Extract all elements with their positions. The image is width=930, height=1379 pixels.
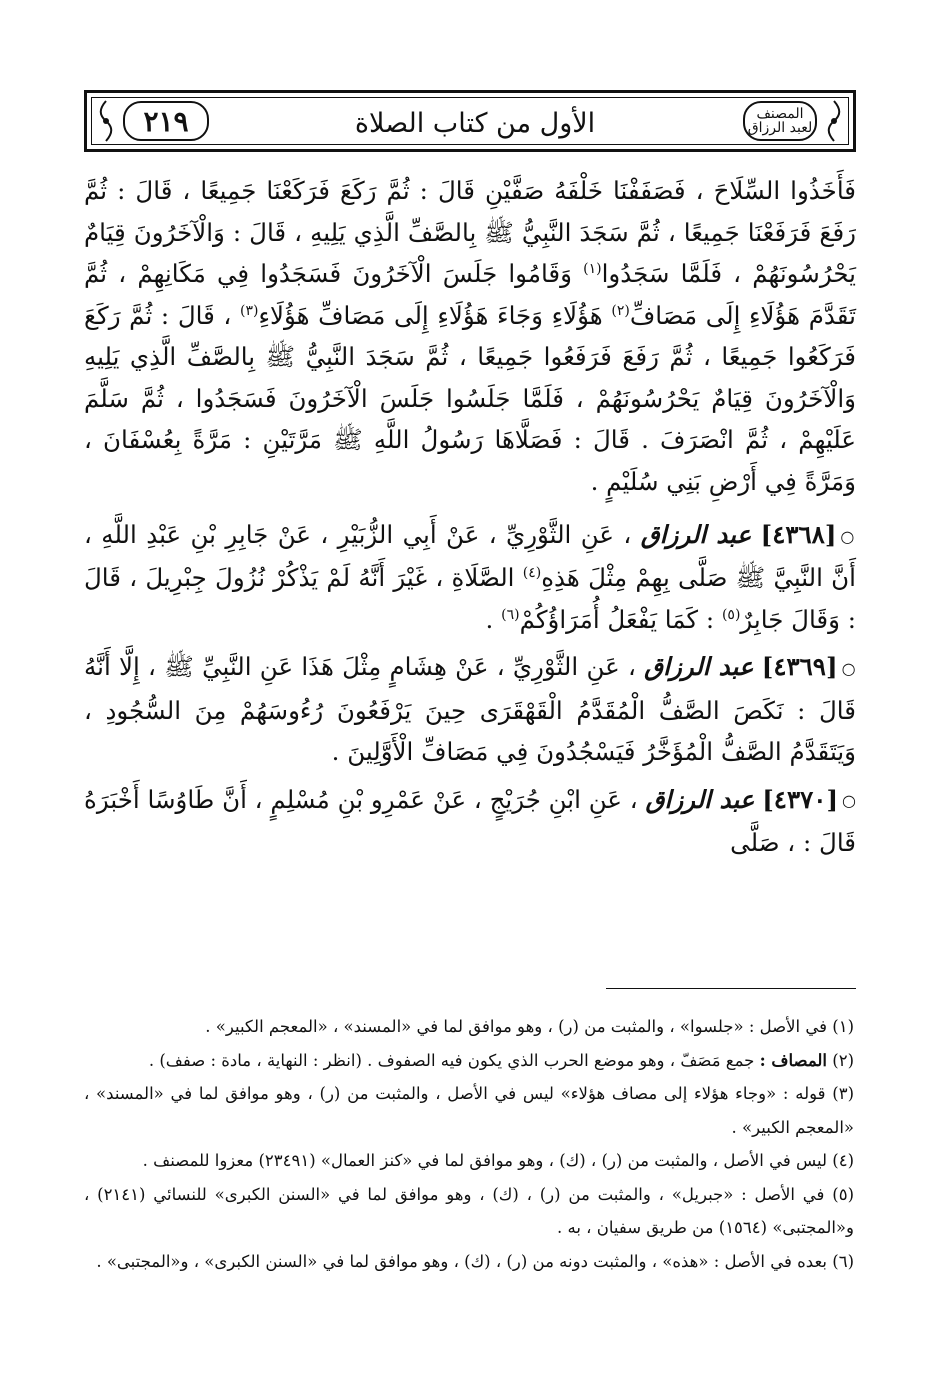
ornament-icon <box>823 99 845 143</box>
hadith-4369 <box>84 646 856 772</box>
text-run: وَقَامُوا جَلَسَ الْآخَرُونَ فَسَجَدُوا فِي مَكَانِهِمْ ، ثُمَّ تَقَدَّمَ هَؤُلَاءِ إِلَى مَصَافِّ <box>84 259 856 330</box>
footnote-2 <box>84 1044 854 1078</box>
text-run: الصَّلَاةِ ، غَيْرَ أَنَّهُ لَمْ يَذْكُرْ نُزُولَ جِبْرِيلَ ، قَالَ : وَقَالَ جَابِرٌ <box>84 563 856 634</box>
book-logo <box>743 101 817 141</box>
footnote-ref: (٤) <box>522 565 542 582</box>
footnote-separator <box>606 988 856 989</box>
logo-line-2: لعبد الرزاق <box>747 120 813 136</box>
footnote-4: (٤) ليس في الأصل ، والمثبت من (ر) ، (ك) ، وهو موافق لما في «كنز العمال» (٢٣٤٩١) معزوا للمصنف . <box>142 1151 854 1170</box>
text-run: ، عَنِ الثَّوْرِيِّ ، عَنْ أَبِي الزُّبَيْرِ ، عَنْ جَابِرِ بْنِ عَبْدِ اللَّهِ ، أَنَّ النَّبِيَّ ﷺ صَلَّى بِهِمْ مِثْلَ هَذِهِ <box>84 520 856 593</box>
footnote-ref: (٦) <box>501 606 520 623</box>
paragraph-continuation <box>84 170 856 502</box>
page-number-text: ٢١٩ <box>143 104 189 138</box>
footnote-ref: (٢) <box>611 302 630 319</box>
footnote-number: (٢) <box>832 1050 854 1070</box>
hadith-number: [٤٣٧٠] <box>762 784 839 814</box>
page-number <box>123 101 209 141</box>
footnote-5: (٥) في الأصل : «جبريل» ، والمثبت من (ر) ، (ك) ، وهو موافق لما في «السنن الكبرى» للنسائي (٢١٤١) ، و«المجتبى» (١٥٦٤) من طريق سفيان ، به . <box>84 1184 854 1237</box>
narrator: عبد الرزاق <box>645 784 755 814</box>
chapter-title: الأول من كتاب الصلاة <box>354 107 596 139</box>
ring-marker-icon: ○ <box>841 659 856 678</box>
footnote-term: المصاف : <box>759 1050 827 1070</box>
running-header <box>84 90 856 152</box>
footnotes <box>84 1010 854 1278</box>
main-text <box>84 170 856 869</box>
hadith-number: [٤٣٦٨] <box>760 520 837 549</box>
hadith-number: [٤٣٦٩] <box>761 652 838 682</box>
hadith-4370 <box>84 779 856 864</box>
footnote-ref: (٣) <box>239 302 259 319</box>
text-run: هَؤُلَاءِ وَجَاءَ هَؤُلَاءِ إِلَى مَصَافِّ هَؤُلَاءِ <box>258 300 603 330</box>
ring-marker-icon: ○ <box>842 791 857 811</box>
text-run: فَأَخَذُوا السِّلَاحَ ، فَصَفَفْنَا خَلْفَهُ صَفَّيْنِ قَالَ : ثُمَّ رَكَعَ فَرَكَعْنَا جَمِيعًا ، قَالَ : ثُمَّ رَفَعَ فَرَفَعْنَا جَمِيعًا ، ثُمَّ سَجَدَ النَّبِيُّ ﷺ بِالصَّفِّ الَّذِي يَلِيهِ ، قَالَ : وَالْآخَرُونَ قِيَامٌ يَحْرُسُونَهُمْ ، فَلَمَّا سَجَدُوا <box>84 176 856 288</box>
narrator: عبد الرزاق <box>640 520 752 549</box>
text-run: : كَمَا يَفْعَلُ أُمَرَاؤُكُمْ <box>519 604 715 634</box>
text-run: ، عَنِ الثَّوْرِيِّ ، عَنْ هِشَامٍ مِثْلَ هَذَا عَنِ النَّبِيِّ ﷺ ، إِلَّا أَنَّهُ قَالَ : نَكَصَ الصَّفُّ الْمُقَدَّمُ الْقَهْقَرَى حِينَ يَرْفَعُونَ رُءُوسَهُمْ مِنَ السُّجُودِ ، وَيَتَقَدَّمُ الصَّفُّ الْمُؤَخَّرُ فَيَسْجُدُونَ فِي مَصَافِّ الْأَوَّلِينَ . <box>84 652 856 766</box>
narrator: عبد الرزاق <box>644 652 754 682</box>
ring-marker-icon: ○ <box>840 526 856 546</box>
text-run: ، قَالَ : ثُمَّ رَكَعَ فَرَكَعُوا جَمِيعًا ، ثُمَّ رَفَعَ فَرَفَعُوا جَمِيعًا ، ثُمَّ سَجَدَ النَّبِيُّ ﷺ بِالصَّفِّ الَّذِي يَلِيهِ وَالْآخَرُونَ قِيَامٌ يَحْرُسُونَهُمْ ، فَلَمَّا جَلَسُوا جَلَسَ الْآخَرُونَ فَسَجَدُوا ، ثُمَّ سَلَّمَ عَلَيْهِمْ ، ثُمَّ انْصَرَفَ . قَالَ : فَصَلَّاهَا رَسُولُ اللَّهِ ﷺ مَرَّتَيْنِ : مَرَّةً بِعُسْفَانَ ، وَمَرَّةً فِي أَرْضِ بَنِي سُلَيْمٍ . <box>84 300 856 496</box>
hadith-4368 <box>84 514 856 640</box>
footnote-ref: (١) <box>583 260 602 277</box>
footnote-ref: (٥) <box>721 606 741 623</box>
footnote-text: جمع مَصَفّ ، وهو موضع الحرب الذي يكون فيه الصفوف . (انظر : النهاية ، مادة : صفف) . <box>148 1050 755 1070</box>
text-run: ، عَنِ ابْنِ جُرَيْجٍ ، عَنْ عَمْرِو بْنِ مُسْلِمٍ ، أَنَّ طَاوُسًا أَخْبَرَهُ قَالَ : ، صَلَّى <box>84 784 856 857</box>
logo-line-1: المصنف <box>756 106 804 122</box>
footnote-6: (٦) بعده في الأصل : «هذه» ، والمثبت دونه من (ر) ، (ك) ، وهو موافق لما في «السنن الكبرى» ، و«المجتبى» . <box>96 1251 854 1271</box>
ornament-icon <box>95 99 117 143</box>
footnote-1: (١) في الأصل : «جلسوا» ، والمثبت من (ر) ، وهو موافق لما في «المسند» ، «المعجم الكبير» . <box>205 1017 854 1036</box>
text-run: . <box>485 604 494 634</box>
footnote-3: (٣) قوله : «وجاء هؤلاء إلى مصاف هؤلاء» ليس في الأصل ، والمثبت من (ر) ، وهو موافق لما في «المسند» ، «المعجم الكبير» . <box>84 1084 854 1137</box>
